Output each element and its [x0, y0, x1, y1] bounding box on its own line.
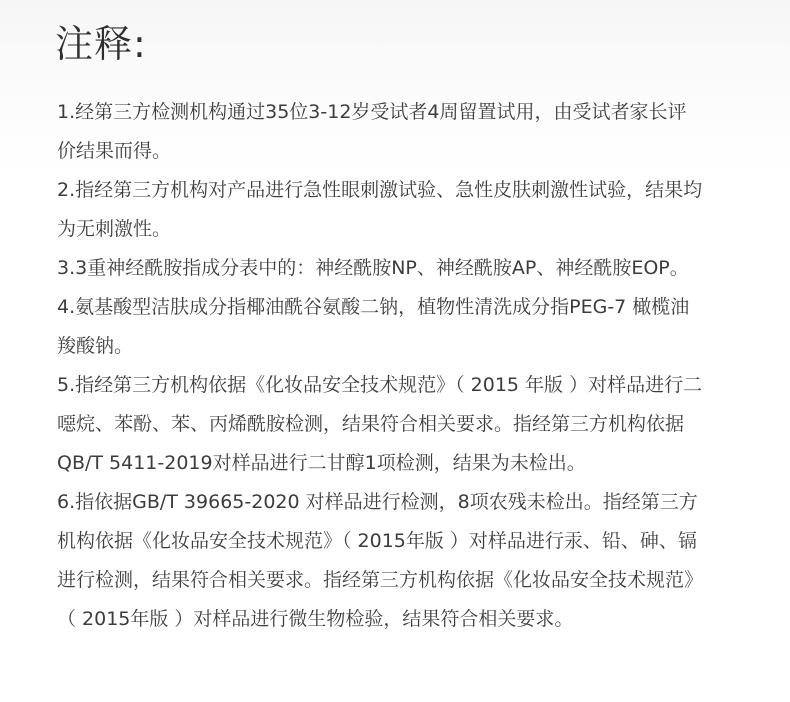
note-line: 噁烷、苯酚、苯、丙烯酰胺检测，结果符合相关要求。指经第三方机构依据: [57, 413, 685, 435]
note-line: QB/T 5411-2019对样品进行二甘醇1项检测，结果为未检出。: [57, 452, 586, 474]
note-line: 1.经第三方检测机构通过35位3-12岁受试者4周留置试用，由受试者家长评: [57, 101, 687, 123]
note-line: 4.氨基酸型洁肤成分指椰油酰谷氨酸二钠，植物性清洗成分指PEG-7 橄榄油: [57, 296, 690, 318]
notes-list: [57, 93, 747, 639]
note-1: [57, 93, 747, 171]
note-line: 3.3重神经酰胺指成分表中的：神经酰胺NP、神经酰胺AP、神经酰胺EOP。: [57, 257, 689, 279]
note-line: 价结果而得。: [57, 140, 172, 162]
note-line: 进行检测，结果符合相关要求。指经第三方机构依据《化妆品安全技术规范》: [57, 569, 704, 591]
note-line: 2.指经第三方机构对产品进行急性眼刺激试验、急性皮肤刺激性试验，结果均: [57, 179, 703, 201]
note-line: 6.指依据GB/T 39665-2020 对样品进行检测，8项农残未检出。指经第三方: [57, 491, 698, 513]
note-6: [57, 483, 747, 639]
note-5: [57, 366, 747, 483]
note-4: [57, 288, 747, 366]
note-3: [57, 249, 747, 288]
note-line: 羧酸钠。: [57, 335, 134, 357]
note-line: 5.指经第三方机构依据《化妆品安全技术规范》（ 2015 年版 ）对样品进行二: [57, 374, 703, 396]
note-line: 机构依据《化妆品安全技术规范》（ 2015年版 ）对样品进行汞、铅、砷、镉: [57, 530, 697, 552]
note-line: （ 2015年版 ）对样品进行微生物检验，结果符合相关要求。: [57, 608, 574, 630]
note-2: [57, 171, 747, 249]
page-title: 注释:: [55, 22, 147, 66]
note-line: 为无刺激性。: [57, 218, 172, 240]
